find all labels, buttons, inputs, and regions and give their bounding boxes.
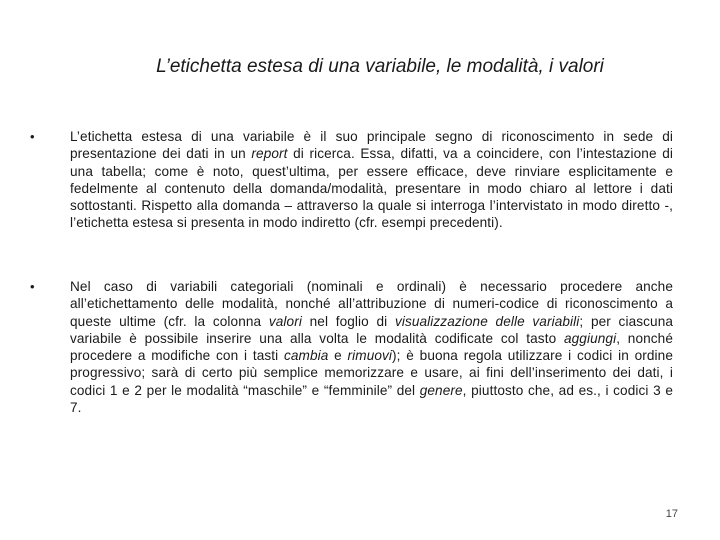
bullet-item: [30, 128, 673, 232]
bullet-dot: •: [30, 279, 35, 294]
text-run: , piuttosto che, ad es., i codici 3 e 7.: [70, 382, 673, 416]
text-run: ; per ciascuna variabile è possibile inserire una alla volta le modalità codificate col tasto: [70, 313, 674, 346]
text-run-italic: report: [251, 146, 288, 162]
text-run: Nel caso di variabili categoriali (nominali e ordinali) è necessario procedere anche all’etichettamento delle modalità, nonché all’attribuzione di numeri-codice di riconoscimento a queste ultime (cfr. la colonna: [70, 279, 673, 329]
text-run: , nonché procedere a modifiche con i tasti: [70, 330, 673, 364]
page-number: 17: [665, 508, 678, 520]
text-run: ); è buona regola utilizzare i codici in ordine progressivo; sarà di certo più semplice memorizzare e usare, ai fini dell’inserimento dei dati, i codici 1 e 2 per le modalità “maschile” e “femminile” del: [70, 348, 673, 398]
text-run-italic: cambia: [283, 348, 329, 364]
text-run-italic: genere: [419, 382, 463, 398]
text-run-italic: aggiungi: [563, 330, 617, 346]
text-run: nel foglio di: [301, 313, 395, 329]
text-run-italic: rimuovi: [347, 348, 393, 364]
text-run: L’etichetta estesa di una variabile è il suo principale segno di riconoscimento in sede di presentazione dei dati in un: [70, 129, 673, 162]
text-run: di ricerca. Essa, difatti, va a coincidere, con l’intestazione di una tabella; come è noto, quest’ultima, per essere efficace, deve rinviare esplicitamente e fedelmente al contenuto della domanda/modalità, presentare in modo chiaro al lettore i dati sottostanti. Rispetto alla domanda – attraverso la quale si interroga l’intervistato in modo diretto -, l’etichetta estesa si presenta in modo indiretto (cfr. esempi precedenti).: [70, 146, 673, 231]
text-run-italic: visualizzazione delle variabili: [394, 313, 580, 329]
bullet-dot: •: [30, 129, 35, 144]
text-run: e: [328, 348, 348, 364]
bullet-item: [30, 278, 673, 416]
slide-title: L’etichetta estesa di una variabile, le modalità, i valori: [156, 56, 604, 77]
bullet-paragraph: [70, 128, 673, 232]
text-run-italic: valori: [268, 313, 302, 329]
bullet-paragraph: [70, 278, 673, 416]
